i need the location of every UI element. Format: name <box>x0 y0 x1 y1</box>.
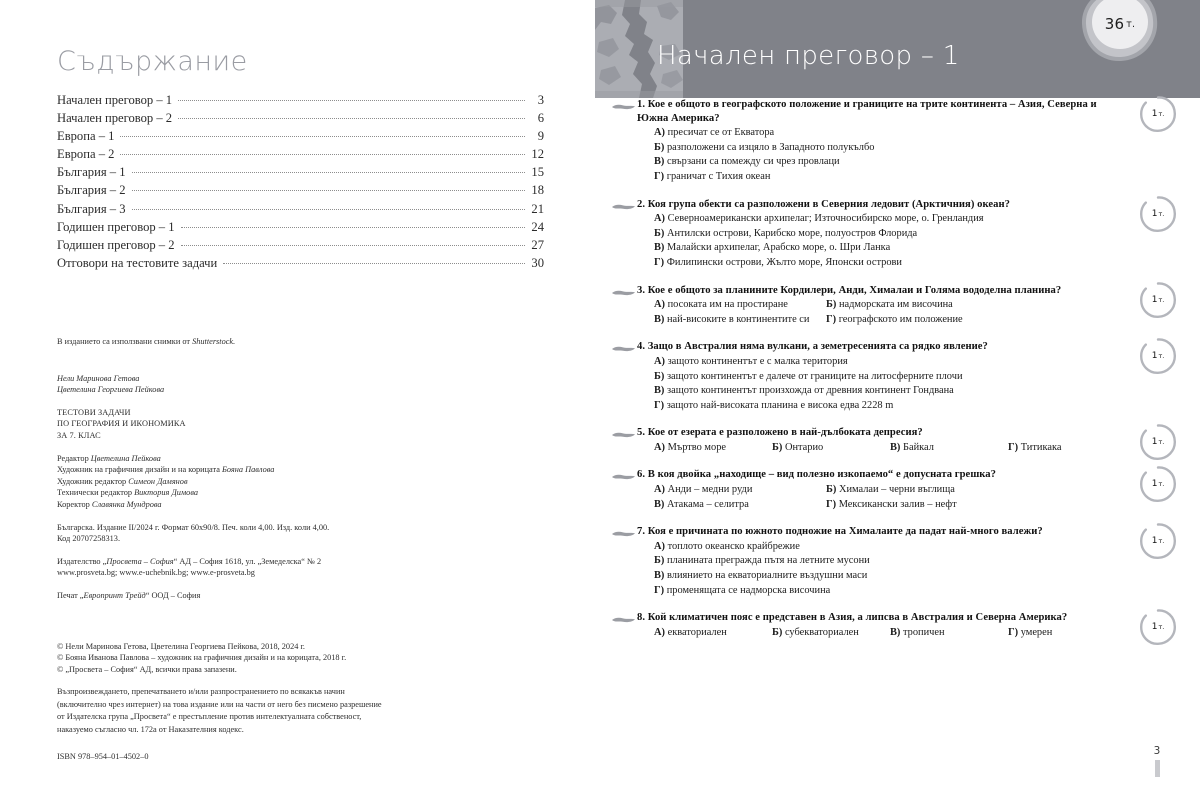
toc-leader-dots <box>120 154 525 155</box>
question-text: Кое е общото в географското положение и границите на трите континента – Азия, Северна и Южна Америка? <box>637 99 1097 124</box>
question-points-badge <box>1139 522 1177 560</box>
option-text: Анди – медни руди <box>667 484 753 496</box>
question-text: В коя двойка „находище – вид полезно изкопаемо“ е допусната грешка? <box>647 469 996 481</box>
toc-entry-label: Годишен преговор – 1 <box>57 219 175 234</box>
option-text: Филипински острови, Жълто море, Японски острови <box>666 256 902 268</box>
left-page <box>0 0 595 807</box>
question-text: Кое е общото за планините Кордилери, Анди, Хималаи и Голяма вододелна планина? <box>647 284 1062 296</box>
brush-dash-marker-icon <box>612 204 635 210</box>
toc-entry-label: България – 2 <box>57 183 126 198</box>
legal-notice <box>57 686 477 736</box>
answer-options <box>613 355 1200 413</box>
answer-option[interactable] <box>654 298 826 313</box>
points-value-wrap <box>1139 608 1177 646</box>
option-text: Антилски острови, Карибско море, полуостров Флорида <box>666 227 918 239</box>
option-letter: В) <box>654 313 665 325</box>
option-letter: Б) <box>654 141 665 153</box>
option-letter: В) <box>654 498 665 510</box>
toc-entry-label: Отговори на тестовите задачи <box>57 255 218 270</box>
points-value-wrap <box>1139 195 1177 233</box>
book-title-line: ЗА 7. КЛАС <box>57 430 101 440</box>
toc-entry-page: 21 <box>531 201 544 216</box>
brush-dash-marker-icon <box>612 290 635 296</box>
credit-name: Симеон Дамянов <box>128 476 188 486</box>
answer-option[interactable] <box>654 483 826 498</box>
question-points-badge <box>1139 608 1177 646</box>
publisher-name: Просвета – София <box>106 556 174 566</box>
answer-option[interactable] <box>826 483 1122 498</box>
printer-block <box>57 590 477 602</box>
points-value-wrap <box>1139 423 1177 461</box>
answer-option[interactable] <box>654 384 1122 399</box>
answer-option[interactable] <box>654 170 1122 185</box>
option-text: умерен <box>1020 626 1053 638</box>
toc-entry[interactable] <box>57 127 544 145</box>
toc-entry-label: Начален преговор – 2 <box>57 111 173 126</box>
answer-option[interactable] <box>654 569 1122 584</box>
credit-line <box>57 487 477 499</box>
book-title-line: ПО ГЕОГРАФИЯ И ИКОНОМИКА <box>57 419 186 429</box>
publisher-prefix: Издателство „ <box>57 556 107 566</box>
option-letter: Б) <box>772 626 783 638</box>
book-title-line: ТЕСТОВИ ЗАДАЧИ <box>57 407 131 417</box>
question-item <box>595 611 1200 640</box>
legal-line: наказуемо съгласно чл. 172а от Наказателния кодекс. <box>57 724 244 734</box>
points-value: 1 <box>1151 294 1158 305</box>
answer-options <box>613 540 1200 598</box>
option-letter: Б) <box>654 555 665 567</box>
option-text: пресичат се от Екватора <box>667 127 775 139</box>
toc-entry-label: Европа – 2 <box>57 147 115 162</box>
points-value: 1 <box>1151 109 1158 119</box>
question-heading <box>613 98 1200 125</box>
credit-line <box>57 499 477 511</box>
author-list <box>57 373 477 396</box>
brush-dash-marker-icon <box>612 346 635 352</box>
question-number: 6. <box>637 469 646 481</box>
legal-line: (включително чрез интернет) на това издание или на части от него без писмено разрешение <box>57 699 382 709</box>
question-item <box>595 198 1200 271</box>
option-text: променящата се надморска височина <box>666 584 831 596</box>
question-number: 3. <box>637 284 646 296</box>
option-text: топлото океанско крайбрежие <box>667 540 800 552</box>
toc-entry[interactable] <box>57 109 544 127</box>
points-value: 1 <box>1151 208 1158 219</box>
question-number: 2. <box>637 198 646 210</box>
question-points-badge <box>1139 281 1177 319</box>
question-heading <box>613 284 1200 298</box>
toc-entry[interactable] <box>57 163 544 181</box>
toc-leader-dots <box>132 190 525 191</box>
toc-leader-dots <box>178 100 525 101</box>
option-text: свързани са помежду си чрез провлаци <box>667 156 840 168</box>
question-points-badge <box>1139 337 1177 375</box>
toc-entry-label: България – 1 <box>57 165 126 180</box>
option-letter: В) <box>890 626 901 638</box>
question-item <box>595 98 1200 185</box>
answer-option[interactable] <box>654 141 1122 156</box>
photo-credit-source: Shutterstock. <box>192 337 236 346</box>
brush-dash-marker-icon <box>612 474 635 480</box>
copyright-line: © „Просвета – София“ АД, всички права запазени. <box>57 664 237 674</box>
option-text: защото континентът произхожда от древния континент Гондвана <box>667 385 954 397</box>
answer-option[interactable] <box>890 441 1008 456</box>
toc-entry-page: 9 <box>537 129 544 144</box>
page-folio <box>1146 745 1168 777</box>
total-points-unit: т. <box>1126 18 1136 30</box>
page-title: Съдържание <box>57 46 248 77</box>
right-page <box>595 0 1200 807</box>
question-heading <box>613 525 1200 539</box>
question-text: Защо в Австралия няма вулкани, а земетресенията са рядко явление? <box>647 341 988 353</box>
points-value: 1 <box>1151 437 1158 448</box>
answer-options <box>613 126 1200 184</box>
option-text: планината прегражда пътя на летните мусони <box>666 555 870 567</box>
points-value: 1 <box>1151 622 1158 633</box>
question-number: 5. <box>637 427 646 439</box>
points-unit: т. <box>1158 295 1165 304</box>
option-letter: В) <box>654 570 665 582</box>
question-number: 1. <box>637 99 646 110</box>
credit-line <box>57 476 477 488</box>
toc-leader-dots <box>181 227 525 228</box>
option-letter: Б) <box>654 227 665 239</box>
total-points-value: 36 <box>1104 15 1125 33</box>
points-unit: т. <box>1158 438 1165 447</box>
option-text: влиянието на екваториалните въздушни маси <box>667 570 868 582</box>
answer-option[interactable] <box>826 298 1122 313</box>
toc-leader-dots <box>181 245 525 246</box>
option-text: защото континентът е с малка територия <box>667 355 848 367</box>
option-letter: А) <box>654 441 665 453</box>
printer-name: Европринт Трейд <box>83 590 146 600</box>
answer-options <box>613 209 1200 270</box>
author-name: Нели Маринова Гетова <box>57 373 140 383</box>
question-item <box>595 284 1200 328</box>
spacer <box>57 359 477 373</box>
page-number: 3 <box>1153 745 1161 757</box>
answer-option[interactable] <box>654 498 826 513</box>
toc-entry[interactable] <box>57 181 544 199</box>
answer-option[interactable] <box>890 626 1008 641</box>
toc-entry-page: 30 <box>531 255 544 270</box>
credit-name: Бояна Павлова <box>222 465 275 475</box>
option-text: защото най-високата планина е висока едва 2228 m <box>666 399 894 411</box>
table-of-contents <box>57 91 544 272</box>
option-text: разположени са изцяло в Западното полукълбо <box>666 141 875 153</box>
question-item <box>595 426 1200 455</box>
production-credits <box>57 453 477 511</box>
question-item <box>595 525 1200 598</box>
option-text: Малайски архипелаг, Арабско море, о. Шри Ланка <box>667 242 891 254</box>
question-text: Кое от езерата е разположено в най-дълбоката депресия? <box>647 427 923 439</box>
toc-leader-dots <box>132 209 525 210</box>
option-text: Онтарио <box>784 441 824 453</box>
option-text: най-високите в континентите си <box>667 313 810 325</box>
toc-entry-label: Годишен преговор – 2 <box>57 237 175 252</box>
option-letter: Г) <box>654 584 665 596</box>
answer-option[interactable] <box>826 498 1122 513</box>
brush-dash-marker-icon <box>612 432 635 438</box>
question-number: 7. <box>637 526 646 538</box>
answer-options <box>613 626 1200 641</box>
answer-option[interactable] <box>654 441 772 456</box>
brush-dash-marker-icon <box>612 617 635 623</box>
answer-options <box>613 441 1200 456</box>
brush-dash-marker-icon <box>612 531 635 537</box>
publisher-block <box>57 556 477 579</box>
toc-leader-dots <box>120 136 525 137</box>
option-text: тропичен <box>903 626 945 638</box>
question-item <box>595 340 1200 413</box>
points-value-wrap <box>1139 281 1177 319</box>
question-points-badge <box>1139 423 1177 461</box>
points-unit: т. <box>1158 480 1165 489</box>
option-letter: Б) <box>654 370 665 382</box>
question-heading <box>613 198 1200 212</box>
photo-credit <box>57 336 477 348</box>
credit-name: Виктория Димова <box>134 488 199 498</box>
toc-entry[interactable] <box>57 236 544 254</box>
copyright-block <box>57 641 477 676</box>
toc-entry-page: 3 <box>537 93 544 107</box>
option-letter: В) <box>654 242 665 254</box>
credit-name: Цветелина Пейкова <box>90 453 161 463</box>
edition-line: Българска. Издание II/2024 г. Формат 60х90/8. Печ. коли 4,00. Изд. коли 4,00. <box>57 522 330 532</box>
printer-suffix: “ ООД – София <box>145 590 201 600</box>
spacer <box>57 627 477 641</box>
option-text: Титикака <box>1020 441 1062 453</box>
section-title: Начален преговор – 1 <box>657 41 960 71</box>
folio-bar-decoration <box>1155 760 1160 777</box>
toc-leader-dots <box>132 172 525 173</box>
option-letter: А) <box>654 626 665 638</box>
question-text: Кой климатичен пояс е представен в Азия, а липсва в Австралия и Северна Америка? <box>647 612 1068 624</box>
answer-option[interactable] <box>654 256 1122 271</box>
option-letter: Г) <box>826 498 837 510</box>
total-points-value-wrap <box>1078 0 1162 66</box>
answer-option[interactable] <box>654 155 1122 170</box>
copyright-line: © Бояна Иванова Павлова – художник на графичния дизайн и на корицата, 2018 г. <box>57 653 347 663</box>
option-letter: А) <box>654 540 665 552</box>
credit-role: Художник на графичния дизайн и на корицата <box>57 465 222 475</box>
points-unit: т. <box>1158 623 1165 632</box>
option-text: субекваториален <box>784 626 859 638</box>
toc-entry-page: 15 <box>531 165 544 180</box>
question-points-badge <box>1139 465 1177 503</box>
option-letter: Г) <box>654 256 665 268</box>
option-letter: Г) <box>1008 441 1019 453</box>
brush-dash-marker-icon <box>612 104 635 110</box>
option-text: надморската им височина <box>838 299 953 311</box>
toc-entry-label: Начален преговор – 1 <box>57 93 173 107</box>
option-text: Северноамерикански архипелаг; Източносибирско море, о. Гренландия <box>667 213 984 225</box>
option-letter: А) <box>654 213 665 225</box>
answer-option[interactable] <box>654 126 1122 141</box>
answer-option[interactable] <box>654 355 1122 370</box>
option-letter: В) <box>890 441 901 453</box>
photo-credit-text: В изданието са използвани снимки от <box>57 337 193 346</box>
answer-options <box>613 483 1200 512</box>
toc-entry-page: 27 <box>531 237 544 252</box>
publisher-websites[interactable]: www.prosveta.bg; www.e-uchebnik.bg; www.e-prosveta.bg <box>57 568 255 578</box>
toc-leader-dots <box>223 263 525 264</box>
points-unit: т. <box>1158 537 1165 546</box>
printer-prefix: Печат „ <box>57 590 84 600</box>
answer-option[interactable] <box>654 241 1122 256</box>
answer-option[interactable] <box>654 554 1122 569</box>
isbn: ISBN 978–954–01–4502–0 <box>57 751 149 761</box>
answer-option[interactable] <box>772 441 890 456</box>
answer-option[interactable] <box>1008 441 1122 456</box>
question-points-badge <box>1139 95 1177 133</box>
option-letter: Б) <box>772 441 783 453</box>
question-number: 8. <box>637 612 646 624</box>
option-text: географското им положение <box>838 313 963 325</box>
credit-line <box>57 453 477 465</box>
question-text: Коя е причината по южното подножие на Хималаите да падат най-много валежи? <box>647 526 1043 538</box>
option-letter: А) <box>654 484 665 496</box>
option-text: защото континентът е далече от границите на литосферните плочи <box>666 370 963 382</box>
credit-role: Коректор <box>57 499 92 509</box>
option-letter: Б) <box>826 299 837 311</box>
answer-option[interactable] <box>654 584 1122 599</box>
option-text: граничат с Тихия океан <box>666 170 771 182</box>
questions-list <box>595 98 1200 653</box>
credit-role: Технически редактор <box>57 488 135 498</box>
answer-option[interactable] <box>826 313 1122 328</box>
answer-option[interactable] <box>1008 626 1122 641</box>
edition-code: Код 20707258313. <box>57 534 121 544</box>
edition-details <box>57 522 477 545</box>
question-number: 4. <box>637 341 646 353</box>
points-value-wrap <box>1139 522 1177 560</box>
toc-entry-page: 6 <box>537 111 544 126</box>
question-heading <box>613 611 1200 625</box>
option-text: посоката им на простиране <box>667 299 788 311</box>
publisher-address: “ АД – София 1618, ул. „Земеделска“ № 2 <box>173 556 322 566</box>
question-text: Коя група обекти са разположени в Северния ледовит (Арктичния) океан? <box>647 198 1010 210</box>
toc-entry[interactable] <box>57 200 544 218</box>
option-letter: В) <box>654 385 665 397</box>
points-unit: т. <box>1158 110 1165 118</box>
toc-entry-page: 12 <box>531 147 544 162</box>
answer-options <box>613 295 1200 327</box>
total-points-badge <box>1078 0 1162 66</box>
option-text: екваториален <box>667 626 727 638</box>
answer-option[interactable] <box>772 626 890 641</box>
question-points-badge <box>1139 195 1177 233</box>
answer-option[interactable] <box>654 370 1122 385</box>
option-letter: А) <box>654 127 665 139</box>
legal-line: Възпроизвеждането, препечатването и/или разпространението по всякакъв начин <box>57 687 345 697</box>
question-item <box>595 468 1200 512</box>
toc-entry[interactable] <box>57 254 544 272</box>
option-letter: А) <box>654 355 665 367</box>
option-text: Мъртво море <box>667 441 726 453</box>
toc-entry-page: 24 <box>531 219 544 234</box>
option-text: Мексикански залив – нефт <box>838 498 957 510</box>
option-letter: Г) <box>1008 626 1019 638</box>
option-letter: Г) <box>654 399 665 411</box>
legal-line: от Издателска група „Просвета“ е престъпление против интелектуалната собственост, <box>57 712 362 722</box>
answer-option[interactable] <box>654 540 1122 555</box>
credit-role: Редактор <box>57 453 91 463</box>
points-value: 1 <box>1151 351 1158 362</box>
points-value-wrap <box>1139 95 1177 133</box>
colophon <box>57 336 477 763</box>
option-text: Хималаи – черни въглища <box>838 484 955 496</box>
points-value-wrap <box>1139 337 1177 375</box>
question-heading <box>613 468 1200 482</box>
answer-option[interactable] <box>654 313 826 328</box>
credit-role: Художник редактор <box>57 476 129 486</box>
book-title-block <box>57 407 477 442</box>
toc-entry[interactable] <box>57 145 544 163</box>
answer-option[interactable] <box>654 212 1122 227</box>
points-unit: т. <box>1158 352 1165 361</box>
toc-entry[interactable] <box>57 91 544 109</box>
option-letter: В) <box>654 156 665 168</box>
answer-option[interactable] <box>654 227 1122 242</box>
toc-entry[interactable] <box>57 218 544 236</box>
answer-option[interactable] <box>654 399 1122 414</box>
question-heading <box>613 340 1200 354</box>
option-text: Байкал <box>903 441 934 453</box>
option-letter: А) <box>654 299 665 311</box>
question-heading <box>613 426 1200 440</box>
answer-option[interactable] <box>654 626 772 641</box>
spacer <box>57 613 477 627</box>
toc-entry-page: 18 <box>531 183 544 198</box>
points-value: 1 <box>1151 536 1158 547</box>
credit-name: Славянка Мундрова <box>91 499 162 509</box>
points-value-wrap <box>1139 465 1177 503</box>
toc-entry-label: България – 3 <box>57 201 126 216</box>
option-letter: Г) <box>654 170 665 182</box>
points-unit: т. <box>1158 209 1165 218</box>
credit-line <box>57 464 477 476</box>
section-header <box>595 0 1200 98</box>
option-letter: Б) <box>826 484 837 496</box>
points-value: 1 <box>1151 479 1158 490</box>
toc-leader-dots <box>178 118 525 119</box>
copyright-line: © Нели Маринова Гетова, Цветелина Георгиева Пейкова, 2018, 2024 г. <box>57 641 305 651</box>
option-text: Атакама – селитра <box>667 498 749 510</box>
author-name: Цветелина Георгиева Пейкова <box>57 385 165 395</box>
option-letter: Г) <box>826 313 837 325</box>
toc-entry-label: Европа – 1 <box>57 129 115 144</box>
